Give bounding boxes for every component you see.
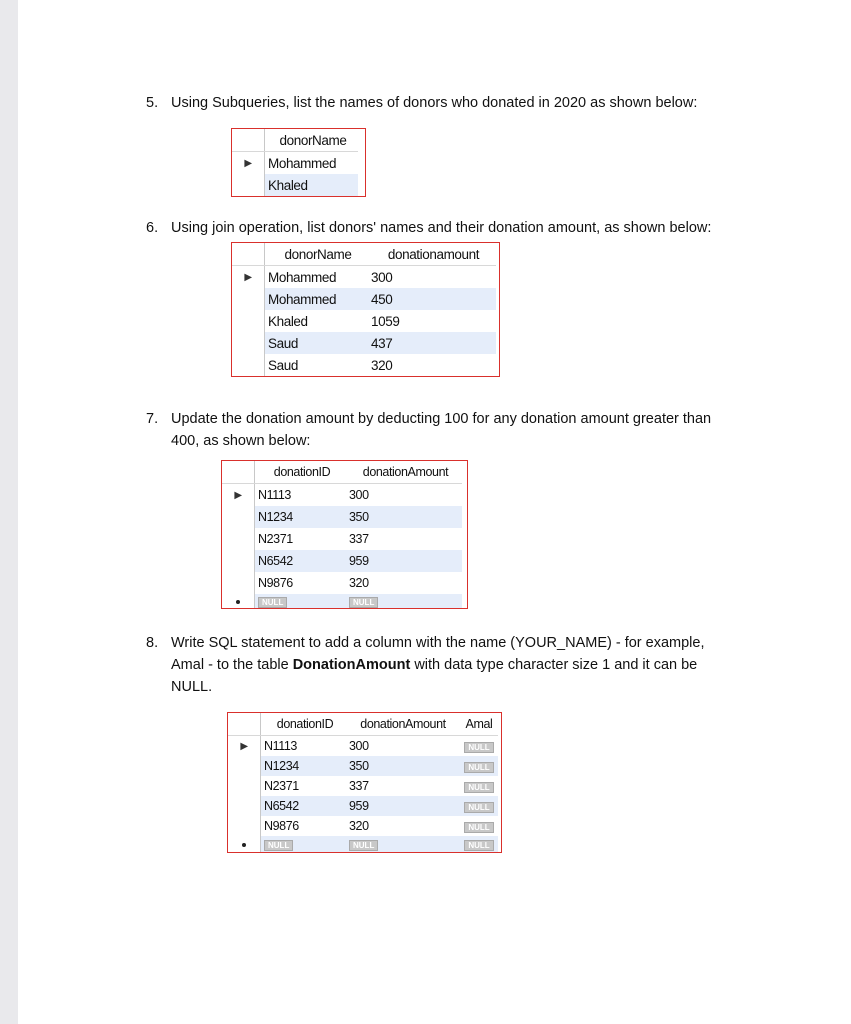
cell[interactable]: 350 bbox=[346, 506, 462, 528]
cell[interactable]: Khaled bbox=[265, 310, 369, 332]
column-header: Amal bbox=[457, 713, 498, 736]
null-badge: NULL bbox=[464, 802, 493, 813]
cell[interactable]: N1234 bbox=[255, 506, 347, 528]
cell[interactable]: N2371 bbox=[261, 776, 347, 796]
cell[interactable]: 1059 bbox=[371, 313, 400, 329]
new-row-dot-icon bbox=[242, 843, 246, 847]
cell[interactable]: 337 bbox=[349, 779, 369, 793]
question-8 bbox=[146, 632, 716, 698]
cell[interactable]: N9876 bbox=[255, 572, 347, 594]
result-grid-q5 bbox=[231, 128, 366, 197]
current-row-arrow-icon: ▶ bbox=[222, 484, 255, 507]
current-row-arrow-icon: ▶ bbox=[232, 266, 265, 289]
table-row[interactable] bbox=[228, 736, 498, 757]
cell[interactable]: N6542 bbox=[255, 550, 347, 572]
table-row[interactable] bbox=[228, 816, 498, 836]
null-badge: NULL bbox=[258, 597, 287, 608]
cell[interactable]: Mohammed bbox=[265, 288, 369, 310]
column-header: donationAmount bbox=[346, 461, 462, 484]
question-number: 6. bbox=[146, 220, 159, 236]
table-row[interactable] bbox=[232, 354, 496, 376]
table-row[interactable] bbox=[232, 332, 496, 354]
cell[interactable]: Saud bbox=[265, 332, 369, 354]
column-header: donationID bbox=[255, 461, 347, 484]
grid-header-row bbox=[232, 243, 496, 266]
column-header: donationID bbox=[261, 713, 347, 736]
cell[interactable]: 959 bbox=[346, 550, 462, 572]
table-row[interactable] bbox=[222, 550, 462, 572]
result-grid-q6 bbox=[231, 242, 500, 377]
question-number: 5. bbox=[146, 95, 159, 111]
table-row[interactable] bbox=[232, 288, 496, 310]
table-row[interactable] bbox=[222, 572, 462, 594]
cell[interactable]: 450 bbox=[368, 288, 496, 310]
null-badge: NULL bbox=[464, 822, 493, 833]
column-header: donorName bbox=[265, 243, 369, 266]
current-row-arrow-icon: ▶ bbox=[232, 152, 265, 175]
column-header: donationamount bbox=[368, 243, 496, 266]
cell[interactable]: N1113 bbox=[261, 736, 347, 757]
null-badge: NULL bbox=[464, 840, 493, 851]
cell[interactable]: Mohammed bbox=[265, 152, 359, 175]
grid-header-row bbox=[228, 713, 498, 736]
table-row[interactable] bbox=[232, 266, 496, 289]
null-badge: NULL bbox=[464, 762, 493, 773]
cell[interactable]: N9876 bbox=[261, 816, 347, 836]
cell[interactable]: 320 bbox=[349, 819, 369, 833]
question-7 bbox=[146, 408, 716, 452]
table-row[interactable] bbox=[228, 776, 498, 796]
table-row[interactable] bbox=[228, 756, 498, 776]
cell[interactable]: 300 bbox=[349, 739, 369, 753]
table-row[interactable] bbox=[222, 528, 462, 550]
null-badge: NULL bbox=[464, 782, 493, 793]
new-row[interactable] bbox=[228, 836, 498, 852]
table-row[interactable] bbox=[222, 484, 462, 507]
cell[interactable]: 337 bbox=[349, 532, 369, 546]
current-row-arrow-icon: ▶ bbox=[228, 736, 261, 757]
question-number: 8. bbox=[146, 635, 159, 651]
table-row[interactable] bbox=[232, 310, 496, 332]
question-text: Using Subqueries, list the names of donors who donated in 2020 as shown below: bbox=[171, 95, 698, 111]
cell[interactable]: 320 bbox=[371, 357, 393, 373]
table-row[interactable] bbox=[222, 506, 462, 528]
question-6 bbox=[146, 217, 716, 239]
null-badge: NULL bbox=[464, 742, 493, 753]
null-badge: NULL bbox=[264, 840, 293, 851]
cell[interactable]: N6542 bbox=[261, 796, 347, 816]
null-badge: NULL bbox=[349, 597, 378, 608]
cell[interactable]: Mohammed bbox=[265, 266, 369, 289]
question-5 bbox=[146, 92, 716, 114]
cell[interactable]: 437 bbox=[368, 332, 496, 354]
cell[interactable]: 320 bbox=[349, 576, 369, 590]
cell[interactable]: Khaled bbox=[265, 174, 359, 196]
question-text: Write SQL statement to add a column with the name (YOUR_NAME) - for example, Amal - to the table DonationAmount with data type character size 1 and it can be NULL. bbox=[171, 635, 705, 695]
cell[interactable]: N1234 bbox=[261, 756, 347, 776]
table-row[interactable] bbox=[232, 174, 358, 196]
table-name-bold: DonationAmount bbox=[292, 657, 411, 673]
column-header: donorName bbox=[265, 129, 359, 152]
document-page bbox=[18, 0, 851, 1024]
table-row[interactable] bbox=[228, 796, 498, 816]
result-grid-q8 bbox=[227, 712, 502, 853]
column-header: donationAmount bbox=[346, 713, 457, 736]
cell[interactable]: 959 bbox=[346, 796, 457, 816]
question-number: 7. bbox=[146, 411, 159, 427]
cell[interactable]: Saud bbox=[265, 354, 369, 376]
result-grid-q7 bbox=[221, 460, 468, 609]
grid-header-row bbox=[222, 461, 462, 484]
new-row-dot-icon bbox=[236, 600, 240, 604]
table-row[interactable] bbox=[232, 152, 358, 175]
cell[interactable]: 300 bbox=[349, 488, 369, 502]
null-badge: NULL bbox=[349, 840, 378, 851]
cell[interactable]: 350 bbox=[346, 756, 457, 776]
question-text: Update the donation amount by deducting 100 for any donation amount greater than 400, as shown below: bbox=[171, 411, 712, 449]
cell[interactable]: 300 bbox=[371, 269, 393, 285]
new-row[interactable] bbox=[222, 594, 462, 608]
cell[interactable]: N2371 bbox=[255, 528, 347, 550]
cell[interactable]: N1113 bbox=[255, 484, 347, 507]
question-text: Using join operation, list donors' names and their donation amount, as shown below: bbox=[171, 220, 712, 236]
grid-header-row bbox=[232, 129, 358, 152]
